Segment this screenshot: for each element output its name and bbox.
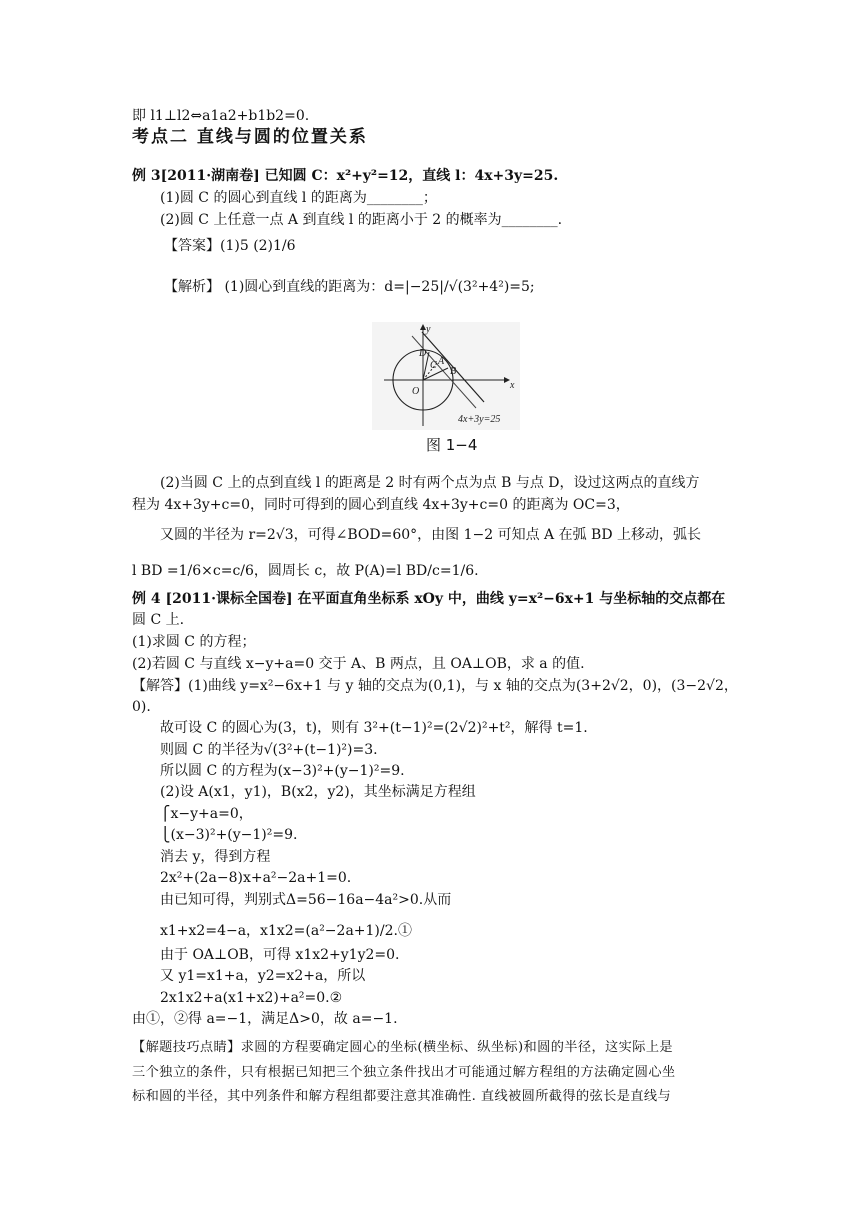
text-line: (2)当圆 C 上的点到直线 l 的距离是 2 时有两个点为点 B 与点 D，设过这两点的直线方 — [160, 475, 700, 491]
solution-line: 由于 OA⊥OB，可得 x1x2+y1y2=0. — [160, 947, 400, 963]
label-line-equation: 4x+3y=25 — [458, 414, 501, 425]
answer-line: 【答案】(1)5 (2)1/6 — [164, 238, 296, 254]
question-line: (2)圆 C 上任意一点 A 到直线 l 的距离小于 2 的概率为________. — [160, 212, 563, 228]
text-line: 即 l1⊥l2⇔a1a2+b1b2=0. — [132, 108, 310, 124]
question-line: (2)若圆 C 与直线 x−y+a=0 交于 A、B 两点，且 OA⊥OB，求 a 的值. — [132, 656, 585, 672]
example-title: 例 4 [2011·课标全国卷] 在平面直角坐标系 xOy 中，曲线 y=x²−6x+1 与坐标轴的交点都在 — [132, 591, 726, 607]
label-o: O — [412, 386, 420, 397]
question-line: (1)求圆 C 的方程； — [132, 634, 256, 650]
equation-system-line: ⎩(x−3)²+(y−1)²=9. — [160, 827, 298, 843]
solution-line: 2x²+(2a−8)x+a²−2a+1=0. — [160, 870, 352, 886]
text-line: 程为 4x+3y+c=0，同时可得到的圆心到直线 4x+3y+c=0 的距离为 OC=3， — [132, 497, 630, 513]
tip-line: 三个独立的条件，只有根据已知把三个独立条件找出才可能通过解方程组的方法确定圆心坐 — [132, 1065, 676, 1080]
solution-line: 【解答】(1)曲线 y=x²−6x+1 与 y 轴的交点为(0,1)，与 x 轴的交点为(3+2√2，0)，(3−2√2， — [132, 678, 738, 694]
solution-line: 又 y1=x1+a，y2=x2+a，所以 — [160, 968, 366, 984]
example-title: 例 3[2011·湖南卷] 已知圆 C：x²+y²=12，直线 l：4x+3y=25. — [132, 168, 559, 184]
section-heading: 考点二 直线与圆的位置关系 — [132, 127, 368, 147]
conclusion-line: 由①，②得 a=−1，满足Δ>0，故 a=−1. — [132, 1011, 398, 1027]
label-a: A — [438, 356, 445, 367]
label-y: y — [426, 324, 431, 335]
analysis-line: 【解析】 (1)圆心到直线的距离为：d=|−25|/√(3²+4²)=5; — [164, 279, 535, 295]
text-line: l BD =1/6×c=c/6，圆周长 c，故 P(A)=l BD/c=1/6. — [132, 563, 479, 579]
tip-line: 标和圆的半径，其中列条件和解方程组都要注意其准确性. 直线被圆所截得的弦长是直线与 — [132, 1089, 672, 1104]
text-line: 又圆的半径为 r=2√3，可得∠BOD=60°，由图 1−2 可知点 A 在弧 BD 上移动，弧长 — [160, 527, 702, 543]
solution-line: 故可设 C 的圆心为(3，t)，则有 3²+(t−1)²=(2√2)²+t²，解得 t=1. — [160, 720, 588, 736]
solution-line: 由已知可得，判别式Δ=56−16a−4a²>0.从而 — [160, 892, 452, 908]
equation-system-line: ⎧x−y+a=0， — [160, 806, 253, 822]
label-c: C — [430, 360, 437, 371]
solution-line: 所以圆 C 的方程为(x−3)²+(y−1)²=9. — [160, 763, 405, 779]
tip-line: 【解题技巧点睛】求圆的方程要确定圆心的坐标(横坐标、纵坐标)和圆的半径，这实际上是 — [132, 1040, 673, 1055]
figure-caption: 图 1−4 — [426, 436, 478, 454]
solution-line: 2x1x2+a(x1+x2)+a²=0.② — [160, 990, 343, 1006]
label-d: D — [419, 348, 427, 359]
solution-line: (2)设 A(x1，y1)，B(x2，y2)，其坐标满足方程组 — [160, 784, 476, 800]
solution-line: 则圆 C 的半径为√(3²+(t−1)²)=3. — [160, 742, 378, 758]
label-x: x — [510, 380, 515, 391]
question-line: (1)圆 C 的圆心到直线 l 的距离为________； — [160, 190, 437, 206]
solution-line: 0). — [132, 699, 151, 715]
solution-line: 消去 y，得到方程 — [160, 849, 271, 865]
solution-line: x1+x2=4−a，x1x2=(a²−2a+1)/2.① — [160, 923, 412, 939]
text-line: 圆 C 上. — [132, 612, 185, 628]
label-b: B — [450, 366, 457, 377]
